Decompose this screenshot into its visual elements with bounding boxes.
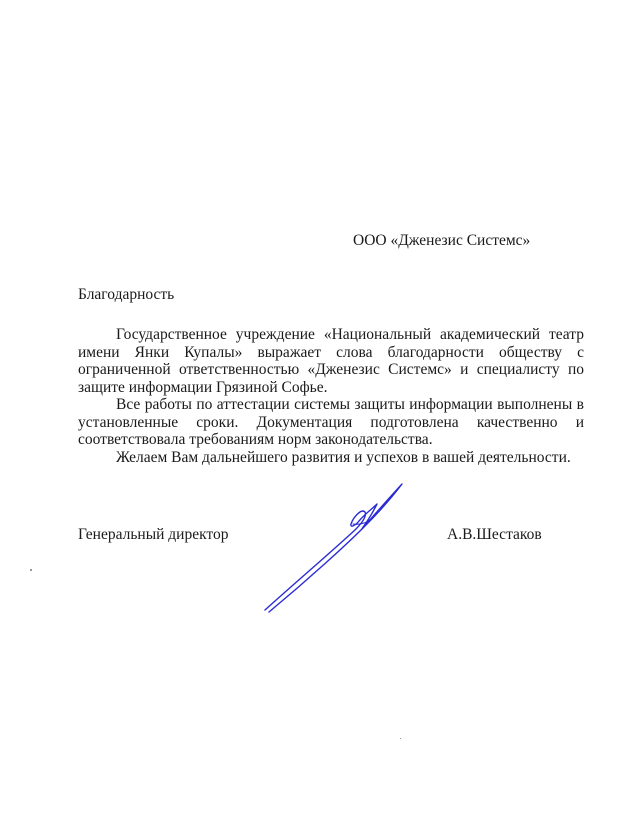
recipient-line: ООО «Дженезис Системс» bbox=[353, 232, 531, 249]
paragraph-work-completed: Все работы по аттестации системы защиты информации выполнены в установленные сроки. Документация подготовлена качественно и соответствовала требованиям норм законодательства. bbox=[78, 396, 584, 448]
paragraph-wishes: Желаем Вам дальнейшего развития и успехов в вашей деятельности. bbox=[116, 448, 571, 466]
scan-speck bbox=[30, 569, 32, 571]
letter-title: Благодарность bbox=[78, 286, 175, 303]
signature-stroke bbox=[265, 484, 402, 612]
signatory-title: Генеральный директор bbox=[78, 526, 229, 543]
scan-speck bbox=[400, 738, 401, 739]
letter-body bbox=[78, 326, 584, 466]
handwritten-signature bbox=[255, 478, 415, 618]
paragraph-gratitude: Государственное учреждение «Национальный академический театр имени Янки Купалы» выражает слова благодарности обществу с ограниченной ответственностью «Дженезис Системс» и специалисту по защите информации Грязиной Софье. bbox=[78, 326, 584, 396]
signatory-name: А.В.Шестаков bbox=[447, 526, 542, 543]
